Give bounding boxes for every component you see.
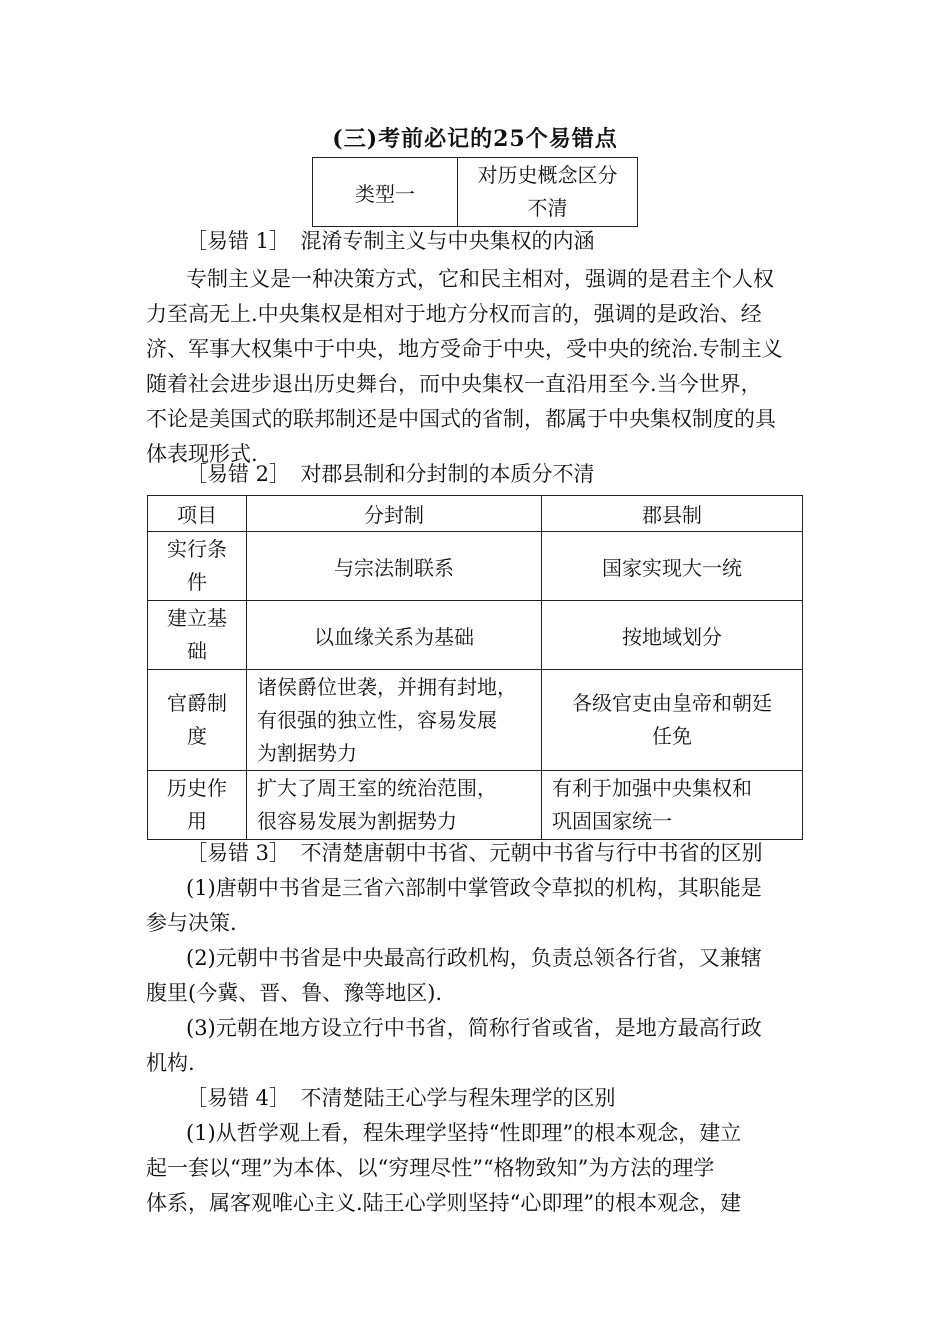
e3-line: (3)元朝在地方设立行中书省，简称行省或省，是地方最高行政 [186, 1016, 762, 1040]
table-row [148, 771, 803, 840]
type-table [312, 157, 638, 227]
table-row [148, 601, 803, 670]
e3-line: (1)唐朝中书省是三省六部制中掌管政令草拟的机构，其职能是 [186, 876, 762, 900]
e4-line: 起一套以“理”为本体、以“穷理尽性”“格物致知”为方法的理学 [146, 1156, 715, 1180]
type-label: 类型一 [313, 158, 458, 227]
row-item: 实行条 件 [148, 532, 247, 601]
e1-line: 力至高无上.中央集权是相对于地方分权而言的，强调的是政治、经 [146, 302, 762, 326]
page-title: (三)考前必记的25个易错点 [332, 126, 618, 152]
row-junxian: 各级官吏由皇帝和朝廷 任免 [542, 670, 803, 771]
e1-heading: ［易错 1］ 混淆专制主义与中央集权的内涵 [186, 229, 595, 253]
e3-line: (2)元朝中书省是中央最高行政机构，负责总领各行省，又兼辖 [186, 946, 762, 970]
e1-line: 体表现形式. [146, 442, 258, 466]
row-junxian: 有利于加强中央集权和 巩固国家统一 [542, 771, 803, 840]
e1-line: 不论是美国式的联邦制还是中国式的省制，都属于中央集权制度的具 [146, 407, 776, 431]
row-junxian: 按地域划分 [542, 601, 803, 670]
e1-line: 济、军事大权集中于中央，地方受命于中央，受中央的统治.专制主义 [146, 337, 783, 361]
table-header: 郡县制 [542, 496, 803, 532]
row-fengjian: 以血缘关系为基础 [247, 601, 542, 670]
e2-heading: ［易错 2］ 对郡县制和分封制的本质分不清 [186, 462, 595, 486]
comparison-table [147, 495, 803, 840]
e1-line: 专制主义是一种决策方式，它和民主相对，强调的是君主个人权 [186, 267, 774, 291]
row-junxian: 国家实现大一统 [542, 532, 803, 601]
e3-line: 腹里(今冀、晋、鲁、豫等地区). [146, 981, 443, 1005]
row-item: 建立基 础 [148, 601, 247, 670]
row-item: 官爵制 度 [148, 670, 247, 771]
e3-line: 参与决策. [146, 911, 237, 935]
table-header: 分封制 [247, 496, 542, 532]
row-fengjian: 诸侯爵位世袭，并拥有封地， 有很强的独立性，容易发展 为割据势力 [247, 670, 542, 771]
e4-line: (1)从哲学观上看，程朱理学坚持“性即理”的根本观念，建立 [186, 1121, 742, 1145]
e1-line: 随着社会进步退出历史舞台，而中央集权一直沿用至今.当今世界， [146, 372, 762, 396]
table-header-row [148, 496, 803, 532]
type-description: 对历史概念区分 不清 [458, 158, 638, 227]
row-fengjian: 与宗法制联系 [247, 532, 542, 601]
e4-heading: ［易错 4］ 不清楚陆王心学与程朱理学的区别 [186, 1086, 616, 1110]
e3-line: 机构. [146, 1051, 195, 1075]
row-fengjian: 扩大了周王室的统治范围， 很容易发展为割据势力 [247, 771, 542, 840]
table-header: 项目 [148, 496, 247, 532]
table-row [148, 532, 803, 601]
table-row [148, 670, 803, 771]
e4-line: 体系，属客观唯心主义.陆王心学则坚持“心即理”的根本观念，建 [146, 1191, 742, 1215]
e3-heading: ［易错 3］ 不清楚唐朝中书省、元朝中书省与行中书省的区别 [186, 841, 763, 865]
row-item: 历史作 用 [148, 771, 247, 840]
